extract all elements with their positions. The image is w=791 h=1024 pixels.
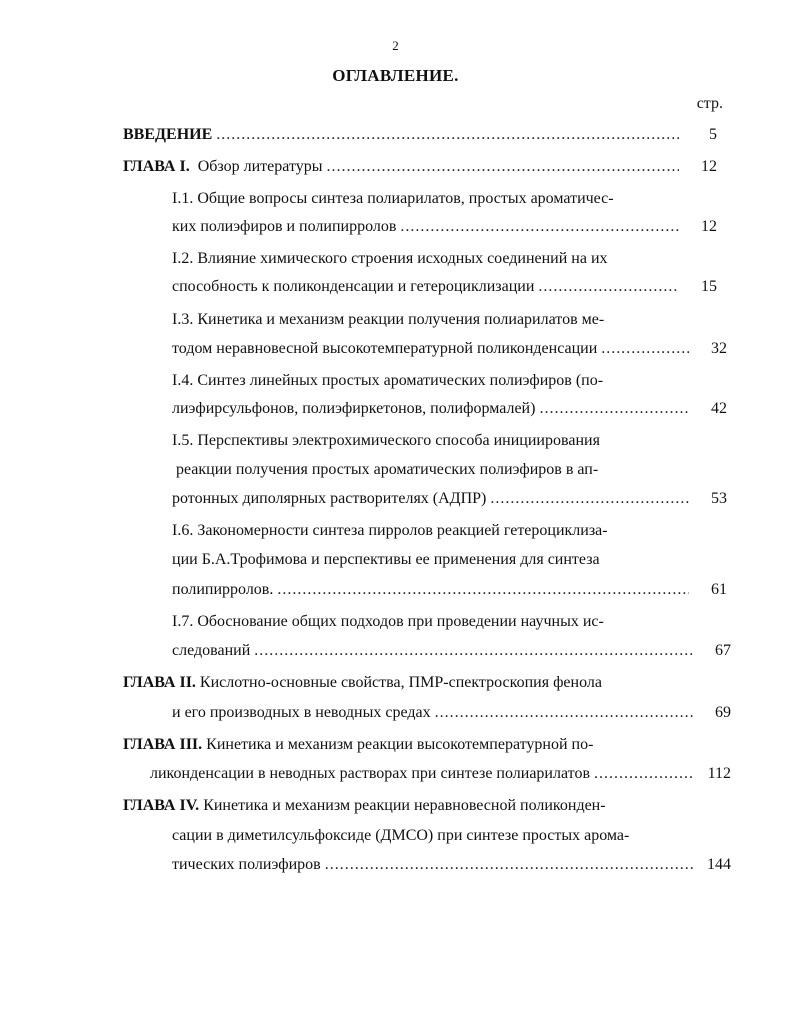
page-title: ОГЛАВЛЕНИЕ. xyxy=(332,66,459,85)
chapter-label: ГЛАВА IV. xyxy=(123,797,200,814)
toc-section-1-7-line1[interactable]: I.7. Обоснование общих подходов при проведении научных ис- xyxy=(172,613,604,630)
toc-entry-chapter-4-line3[interactable]: тических полиэфиров ..... 144 xyxy=(172,854,731,876)
entry-page: 61 xyxy=(711,581,727,598)
toc-section-1-5-line2[interactable]: реакции получения простых ароматических полиэфиров в ап- xyxy=(176,461,599,478)
dot-leader xyxy=(538,276,679,298)
toc-entry-chapter-4-line1[interactable]: ГЛАВА IV. Кинетика и механизм реакции неравновесной поликонден- xyxy=(123,797,606,814)
dot-leader xyxy=(539,398,689,420)
chapter-label: ГЛАВА I. xyxy=(123,158,190,175)
toc-section-1-5-line1[interactable]: I.5. Перспективы электрохимического способа инициирования xyxy=(172,432,600,449)
entry-heading: ВВЕДЕНИЕ xyxy=(123,126,213,143)
toc-entry-chapter-2-line1[interactable]: ГЛАВА II. Кислотно-основные свойства, ПМР-спектроскопия фенола xyxy=(123,674,602,691)
toc-section-1-6-line3[interactable]: полипирролов. ..... 61 xyxy=(172,579,727,601)
toc-section-1-2-line1[interactable]: I.2. Влияние химического строения исходных соединений на их xyxy=(172,250,608,267)
dot-leader xyxy=(601,338,689,360)
chapter-label: ГЛАВА II. xyxy=(123,674,196,691)
dot-leader xyxy=(325,854,693,876)
toc-entry-chapter-3-line2[interactable]: ликонденсации в неводных растворах при синтезе полиарилатов ..... 112 xyxy=(150,763,731,785)
toc-entry-chapter-2-line2[interactable]: и его производных в неводных средах ..... 69 xyxy=(172,702,731,724)
page-number: 2 xyxy=(392,38,399,53)
dot-leader xyxy=(400,216,679,238)
chapter-title: Обзор литературы xyxy=(197,158,323,175)
entry-page: 5 xyxy=(709,126,717,143)
entry-page: 32 xyxy=(711,340,727,357)
entry-page: 42 xyxy=(711,400,727,417)
toc-section-1-7-line2[interactable]: следований ..... 67 xyxy=(172,640,731,662)
entry-page: 144 xyxy=(707,856,731,873)
toc-section-1-6-line1[interactable]: I.6. Закономерности синтеза пирролов реакцией гетероциклиза- xyxy=(172,522,608,539)
toc-section-1-3-line1[interactable]: I.3. Кинетика и механизм реакции получения полиарилатов ме- xyxy=(172,311,605,328)
toc-section-1-4-line2[interactable]: лиэфирсульфонов, полиэфиркетонов, полиформалей) ..... 42 xyxy=(172,398,727,420)
entry-page: 15 xyxy=(701,278,717,295)
dot-leader xyxy=(435,702,693,724)
chapter-label: ГЛАВА III. xyxy=(123,736,203,753)
dot-leader xyxy=(277,579,689,601)
toc-section-1-4-line1[interactable]: I.4. Синтез линейных простых ароматических полиэфиров (по- xyxy=(172,372,604,389)
toc-section-1-3-line2[interactable]: тодом неравновесной высокотемпературной поликонденсации ..... 32 xyxy=(172,338,727,360)
entry-page: 69 xyxy=(715,704,731,721)
dot-leader xyxy=(254,640,693,662)
dot-leader xyxy=(326,156,679,178)
entry-page: 12 xyxy=(701,218,717,235)
entry-page: 67 xyxy=(715,642,731,659)
dot-leader xyxy=(594,763,693,785)
page-column-header: стр. xyxy=(696,95,723,112)
toc-section-1-2-line2[interactable]: способность к поликонденсации и гетероциклизации ..... 15 xyxy=(172,276,717,298)
toc-entry-chapter-3-line1[interactable]: ГЛАВА III. Кинетика и механизм реакции высокотемпературной по- xyxy=(123,736,594,753)
toc-entry-chapter-4-line2[interactable]: сации в диметилсульфоксиде (ДМСО) при синтезе простых арома- xyxy=(172,827,630,844)
toc-section-1-1-line2[interactable]: ких полиэфиров и полипирролов ..... 12 xyxy=(172,216,717,238)
dot-leader xyxy=(216,124,679,146)
entry-page: 112 xyxy=(707,765,731,782)
entry-page: 53 xyxy=(711,490,727,507)
toc-entry-introduction[interactable] xyxy=(123,124,717,146)
toc-section-1-1-line1[interactable]: I.1. Общие вопросы синтеза полиарилатов, простых ароматичес- xyxy=(172,190,614,207)
toc-section-1-6-line2[interactable]: ции Б.А.Трофимова и перспективы ее применения для синтеза xyxy=(172,551,600,568)
dot-leader xyxy=(490,488,689,510)
entry-page: 12 xyxy=(701,158,717,175)
toc-section-1-5-line3[interactable]: ротонных диполярных растворителях (АДПР) ..... 53 xyxy=(172,488,727,510)
toc-entry-chapter-1[interactable] xyxy=(123,156,717,178)
